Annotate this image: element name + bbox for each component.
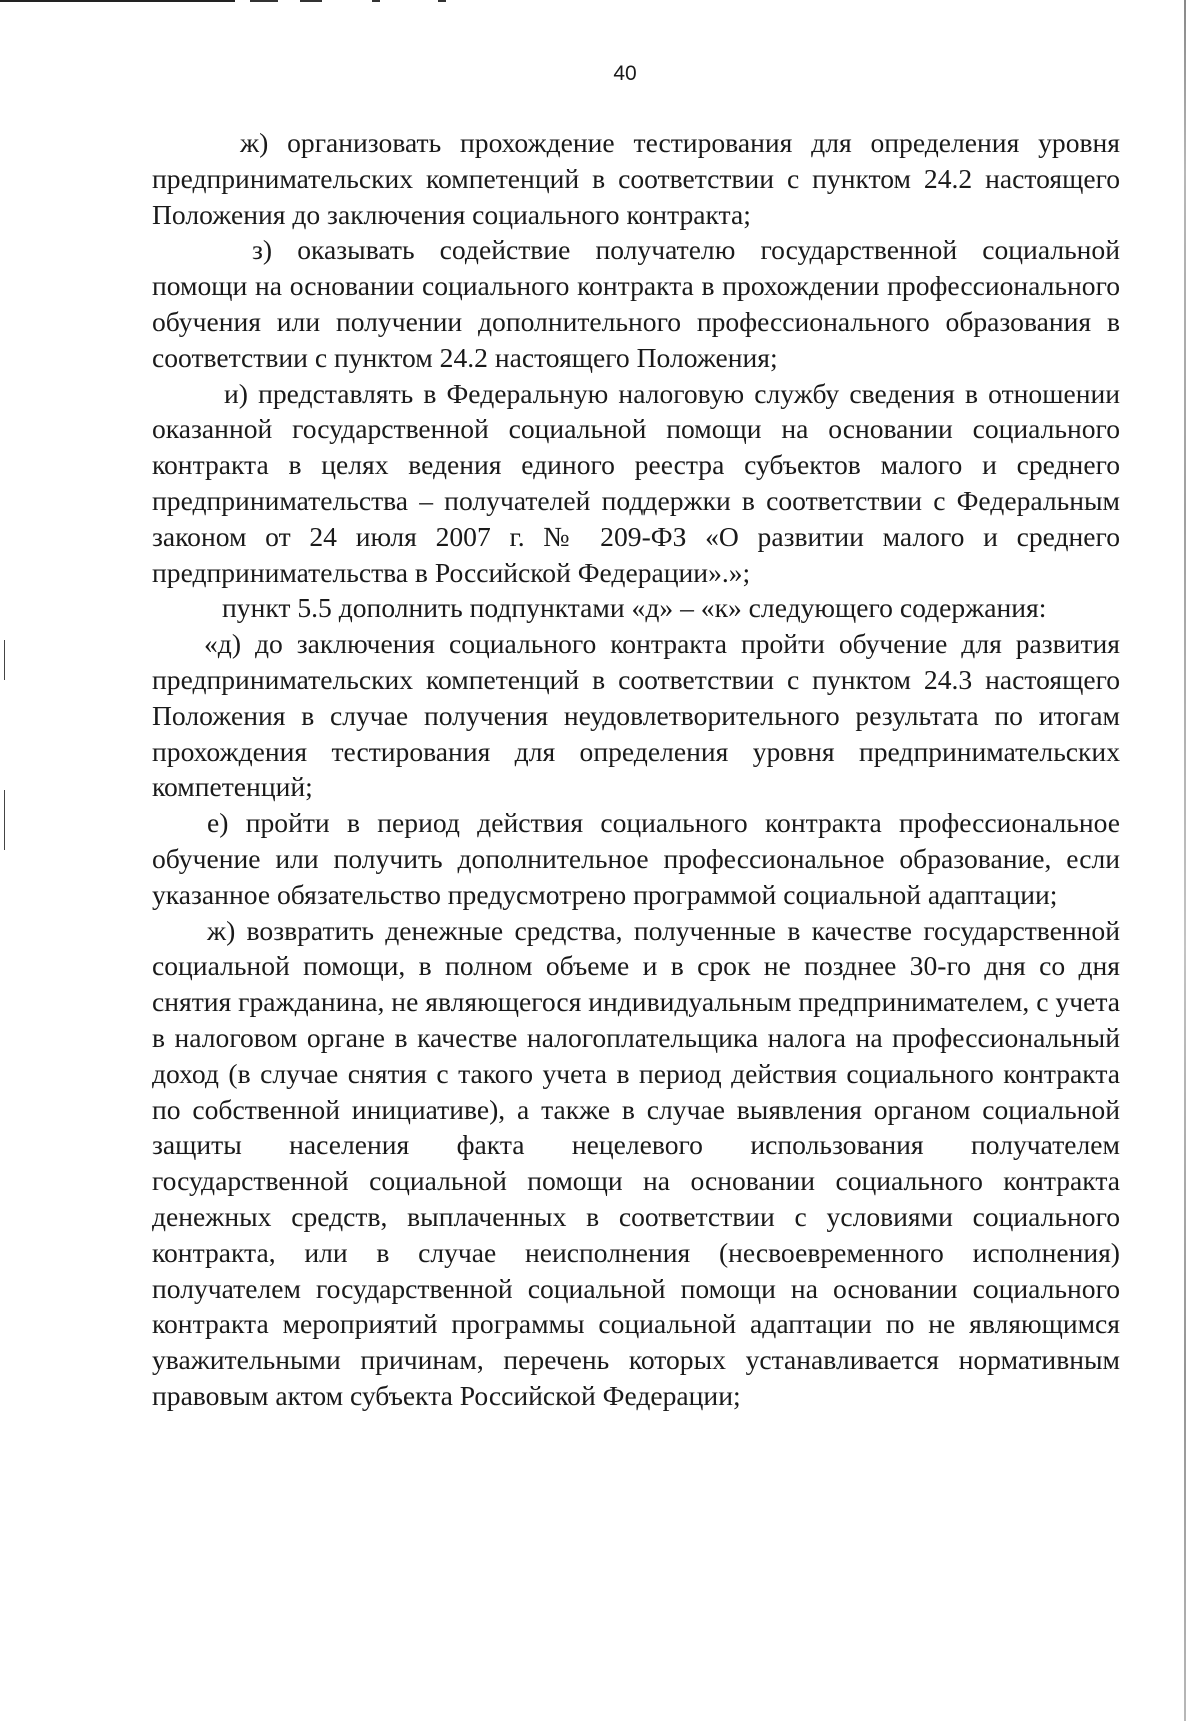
scan-dash-mark bbox=[438, 0, 446, 2]
scan-dash-mark bbox=[300, 0, 322, 2]
paragraph-zh-return-funds: ж) возвратить денежные средства, полученные в качестве государственной социальной помощи, в полном объеме и в срок не позднее 30-го дня со дня снятия гражданина, не являющегося индивидуальным предпринимателем, с учета в налоговом органе в качестве налогоплательщика налога на профессиональный доход (в случае снятия с такого учета в период действия социального контракта по собственной инициативе), а также в случае выявления органом социальной защиты населения факта нецелевого использования получателем государственной социальной помощи на основании социального контракта денежных средств, выплаченных в соответствии с условиями социального контракта, или в случае неисполнения (несвоевременного исполнения) получателем государственной социальной помощи на основании социального контракта мероприятий программы социальной адаптации по не являющимся уважительными причинам, перечень которых устанавливается нормативным правовым актом субъекта Российской Федерации; bbox=[152, 914, 1120, 1411]
paragraph-i-tax-service: и) представлять в Федеральную налоговую службу сведения в отношении оказанной государственной социальной помощи на основании социального контракта в целях ведения единого реестра субъектов малого и среднего предпринимательства – получателей поддержки в соответствии с Федеральным законом от 24 июля 2007 г. № 209-ФЗ «О развитии малого и среднего предпринимательства в Российской Федерации».»; bbox=[152, 377, 1120, 588]
scan-dash-mark bbox=[372, 0, 380, 2]
page-number: 40 bbox=[613, 62, 637, 85]
scan-right-edge bbox=[1184, 0, 1186, 1721]
document-body bbox=[152, 125, 1120, 1414]
paragraph-e-professional-training: е) пройти в период действия социального контракта профессиональное обучение или получить дополнительное профессиональное образование, если указанное обязательство предусмотрено программой социальной адаптации; bbox=[152, 807, 1120, 910]
paragraph-d-training: «д) до заключения социального контракта пройти обучение для развития предпринимательских компетенций в соответствии с пунктом 24.3 настоящего Положения в случае получения неудовлетворительного результата по итогам прохождения тестирования для определения уровня предпринимательских компетенций; bbox=[152, 628, 1120, 803]
paragraph-point-5-5: пункт 5.5 дополнить подпунктами «д» – «к» следующего содержания: bbox=[222, 592, 1047, 624]
paragraph-zh-testing: ж) организовать прохождение тестирования для определения уровня предпринимательских компетенций в соответствии с пунктом 24.2 настоящего Положения до заключения социального контракта; bbox=[152, 127, 1120, 230]
scan-dash-mark bbox=[250, 0, 278, 2]
paragraph-z-assistance: з) оказывать содействие получателю государственной социальной помощи на основании социального контракта в прохождении профессионального обучения или получении дополнительного профессионального образования в соответствии с пунктом 24.2 настоящего Положения; bbox=[152, 234, 1120, 373]
scan-top-line bbox=[0, 0, 235, 2]
scan-left-mark bbox=[4, 790, 5, 850]
scan-left-mark bbox=[4, 640, 5, 680]
